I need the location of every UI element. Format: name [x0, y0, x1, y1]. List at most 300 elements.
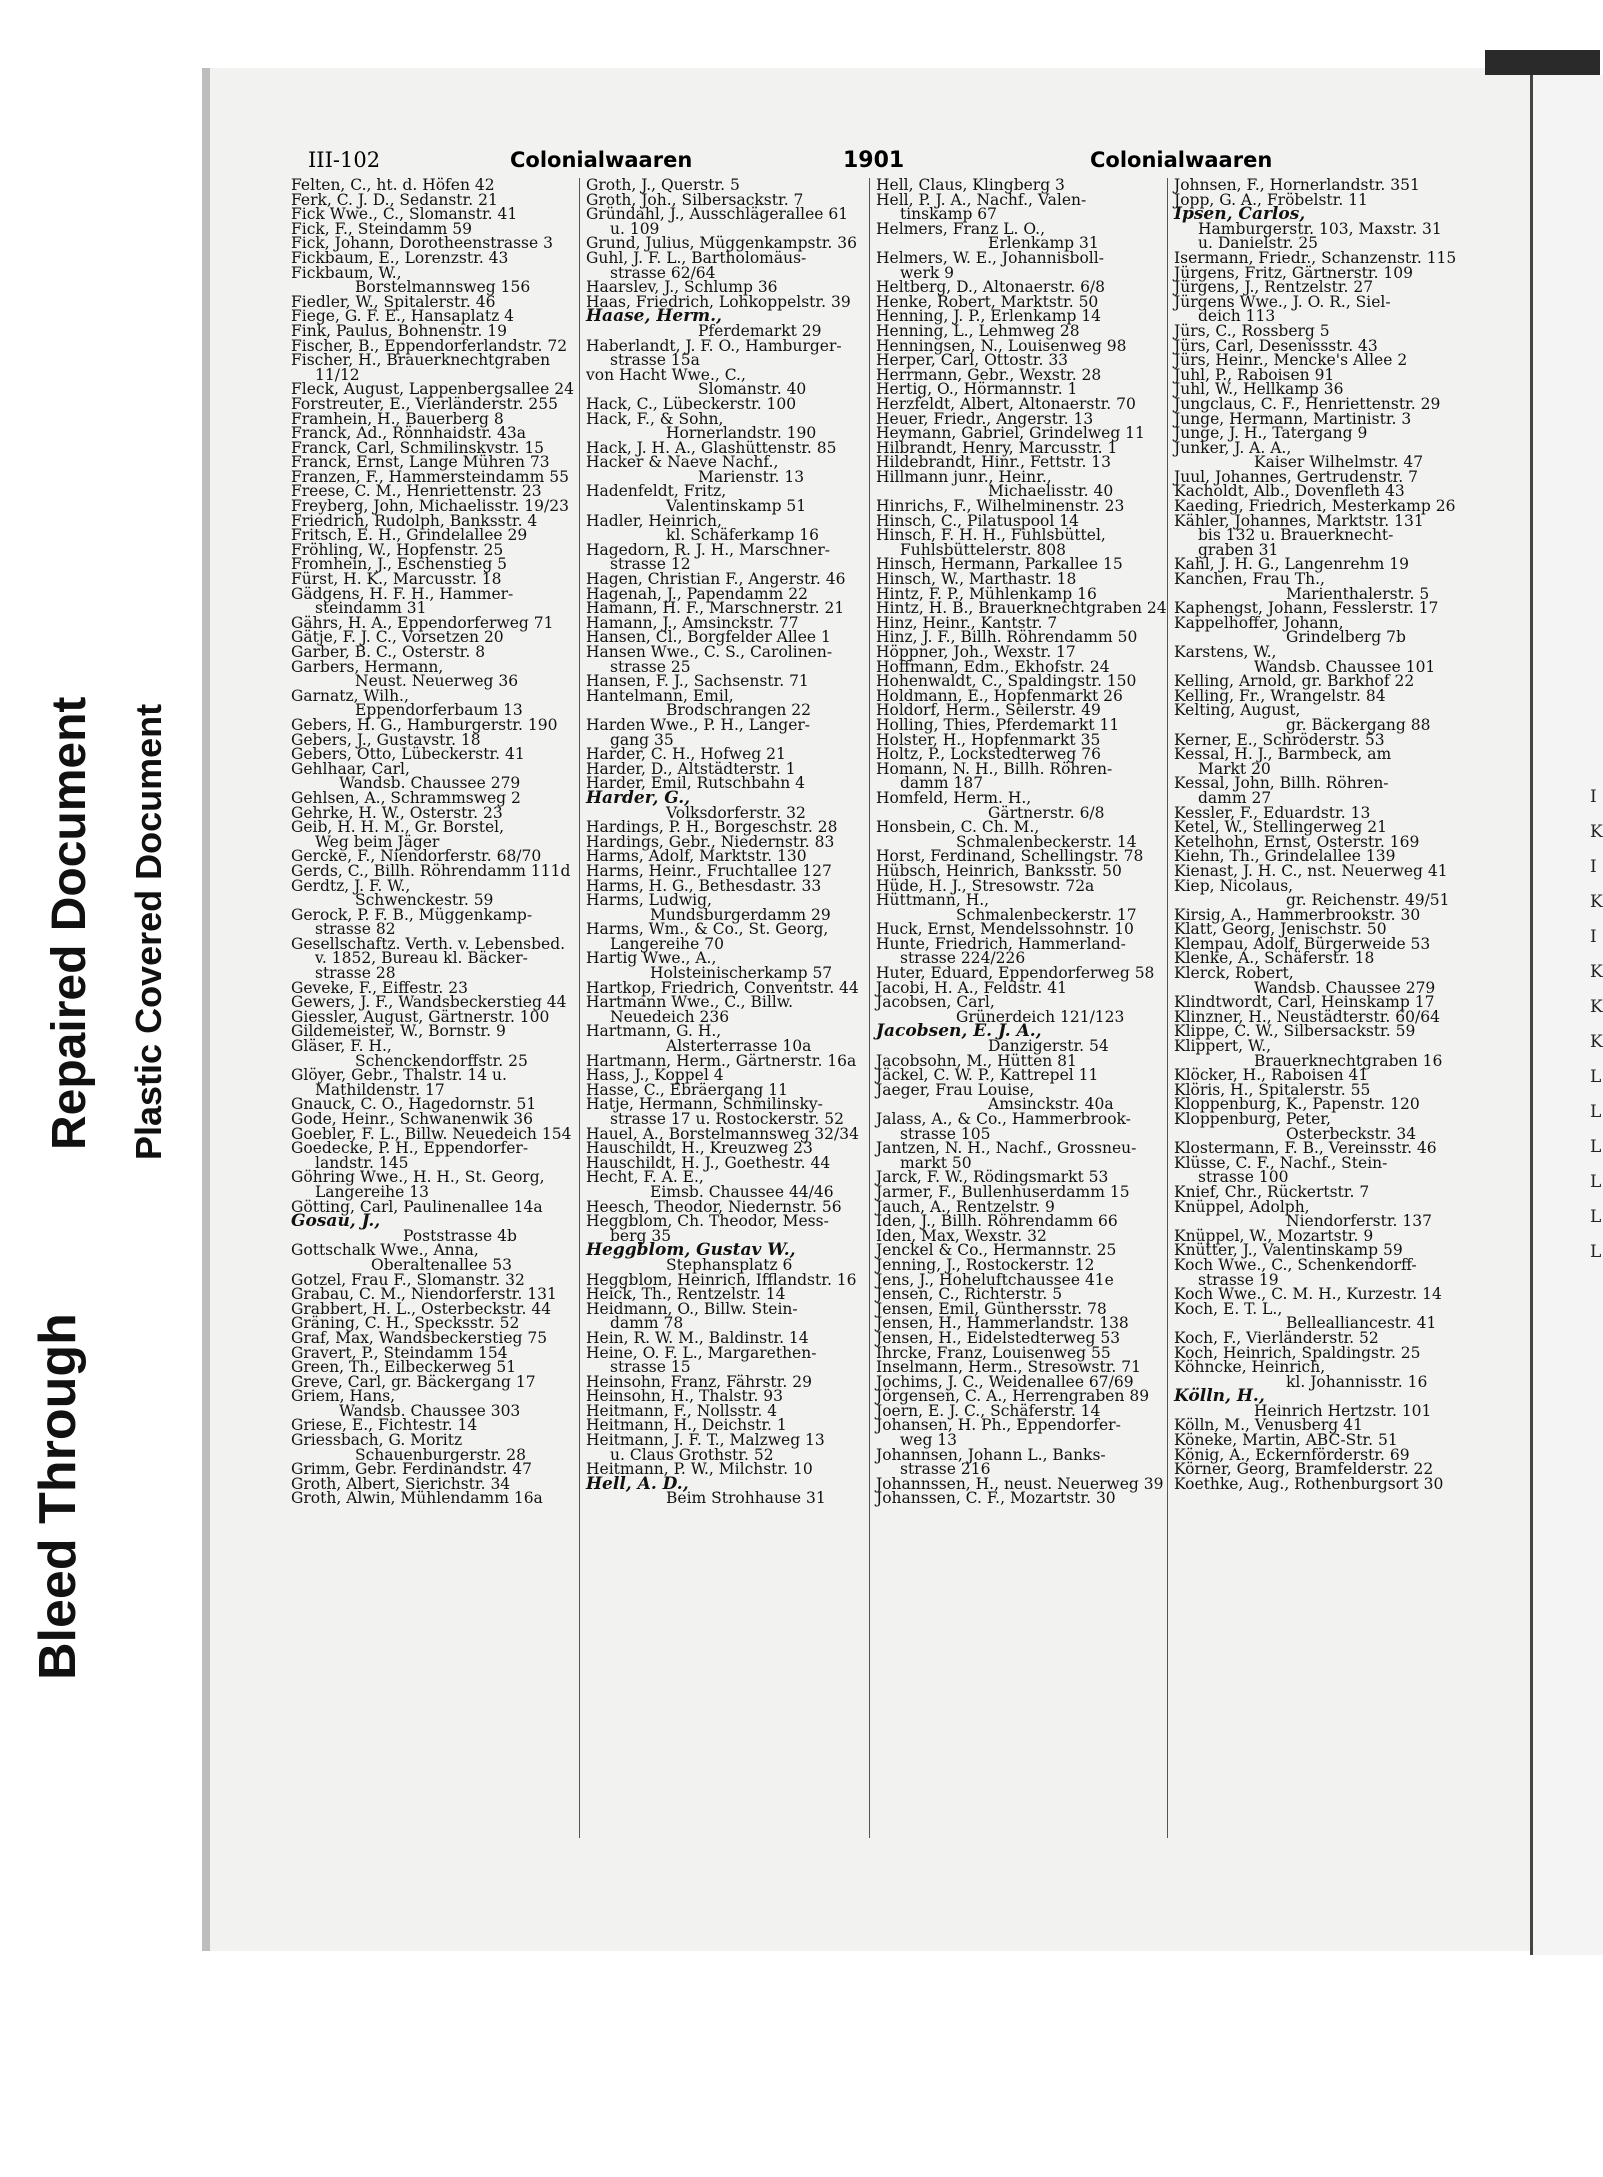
directory-entry-line: Volksdorferstr. 32	[666, 803, 806, 822]
directory-entry-line: Groth, J., Querstr. 5	[586, 176, 740, 194]
directory-entry-line: Klerck, Robert,	[1174, 964, 1294, 983]
directory-entry-line: Marienstr. 13	[698, 467, 805, 486]
directory-entry-line: Greve, Carl, gr. Bäckergang 17	[291, 1372, 536, 1391]
directory-entry-line: strasse 100	[1198, 1168, 1289, 1187]
directory-entry-line: Jacobi, H. A., Feldstr. 41	[876, 978, 1067, 997]
directory-entry-line: Gebers, J., Gustavstr. 18	[291, 730, 481, 749]
directory-entry-line: Kölln, M., Venusberg 41	[1174, 1416, 1363, 1435]
directory-entry-line: Hartig Wwe., A.,	[586, 949, 717, 968]
directory-entry-line: Gährs, H. A., Eppendorferweg 71	[291, 613, 554, 632]
directory-entry-line: Hardings, Gebr., Niedernstr. 83	[586, 832, 835, 851]
directory-entry-line: strasse 82	[315, 920, 396, 939]
directory-entry-line: Wandsb. Chaussee 279	[1254, 978, 1436, 997]
directory-entry-line: strasse 25	[610, 657, 691, 676]
directory-entry-line: Heggblom, Heinrich, Ifflandstr. 16	[586, 1270, 857, 1289]
section-title-right: Colonialwaaren	[1090, 148, 1273, 172]
directory-entry-line: Holdmann, E., Hopfenmarkt 26	[876, 686, 1123, 705]
directory-entry-line: Gätje, F. J. C., Vorsetzen 20	[291, 628, 504, 647]
directory-entry-line: u. Claus Grothstr. 52	[610, 1445, 774, 1464]
directory-entry-line: Schauenburgerstr. 28	[355, 1445, 526, 1464]
directory-entry-line: steindamm 31	[315, 599, 427, 618]
directory-entry-line: Kelling, Fr., Wrangelstr. 84	[1174, 686, 1386, 705]
plastic-covered-label: Plastic Covered Document	[128, 703, 169, 1160]
directory-column-1	[291, 176, 574, 1508]
directory-entry-line: Jacobsen, E. J. A.,	[876, 1021, 1042, 1042]
directory-entry-line: Hatje, Hermann, Schmilinsky-	[586, 1095, 823, 1114]
directory-entry-line: Gehlhaar, Carl,	[291, 759, 410, 778]
directory-entry-line: Jarmer, F., Bullenhuserdamm 15	[876, 1182, 1130, 1201]
directory-entry-line: Holdorf, Herm., Seilerstr. 49	[876, 701, 1101, 720]
directory-entry-line: Jürgens, Fritz, Gärtnerstr. 109	[1174, 263, 1414, 282]
directory-entry-line: Franck, Ernst, Lange Mühren 73	[291, 453, 550, 472]
directory-entry-line: Haberlandt, J. F. O., Hamburger-	[586, 336, 842, 355]
directory-entry-line: Gebers, Otto, Lübeckerstr. 41	[291, 745, 525, 764]
directory-entry-line: Gercke, F., Niendorferstr. 68/70	[291, 847, 542, 866]
directory-entry-line: Kessal, John, Billh. Röhren-	[1174, 774, 1389, 793]
directory-entry-line: Hunte, Friedrich, Hammerland-	[876, 934, 1126, 953]
directory-entry-line: Schwenckestr. 59	[355, 891, 494, 910]
directory-entry-line: Hinsch, F. H. H., Fuhlsbüttel,	[876, 526, 1106, 545]
repaired-document-label: Repaired Document	[43, 696, 96, 1150]
directory-entry-line: Hack, F., & Sohn,	[586, 409, 724, 428]
directory-entry-line: Danzigerstr. 54	[988, 1037, 1109, 1056]
directory-entry-line: Hauschildt, H. J., Goethestr. 44	[586, 1153, 831, 1172]
directory-entry-line: Gründahl, J., Ausschlägerallee 61	[586, 205, 849, 224]
directory-entry-line: Henning, J. P., Erlenkamp 14	[876, 307, 1102, 326]
directory-entry-line: Brauerknechtgraben 16	[1254, 1051, 1443, 1070]
directory-entry-line: Kölln, H.,	[1174, 1386, 1265, 1407]
directory-entry-line: Griem, Hans,	[291, 1387, 396, 1406]
directory-entry-line: Junge, J. H., Tatergang 9	[1174, 424, 1368, 443]
directory-entry-line: Koch, Heinrich, Spaldingstr. 25	[1174, 1343, 1421, 1362]
directory-entry-line: Klostermann, F. B., Vereinsstr. 46	[1174, 1139, 1437, 1158]
directory-column-4	[1174, 176, 1457, 1493]
scan-margin	[0, 0, 200, 2177]
directory-entry-line: Juhl, P., Raboisen 91	[1174, 365, 1335, 384]
directory-entry-line: Friedrich, Rudolph, Banksstr. 4	[291, 511, 538, 530]
directory-entry-line: Harden Wwe., P. H., Langer-	[586, 715, 811, 734]
directory-entry-line: Iden, J., Billh. Röhrendamm 66	[876, 1212, 1118, 1231]
directory-entry-line: Kaiser Wilhelmstr. 47	[1254, 453, 1424, 472]
directory-entry-line: Neust. Neuerweg 36	[355, 672, 519, 691]
directory-entry-line: Hinrichs, F., Wilhelminenstr. 23	[876, 497, 1125, 516]
directory-entry-line: u. 109	[610, 219, 660, 238]
directory-entry-line: Jauch, A., Rentzelstr. 9	[876, 1197, 1055, 1216]
directory-entry-line: Framhein, H., Bauerberg 8	[291, 409, 504, 428]
directory-entry-line: Jantzen, N. H., Nachf., Grossneu-	[876, 1139, 1137, 1158]
directory-entry-line: Kloppenburg, Peter,	[1174, 1110, 1331, 1128]
directory-entry-line: deich 113	[1198, 307, 1276, 326]
directory-entry-line: Huter, Eduard, Eppendorferweg 58	[876, 964, 1155, 983]
directory-entry-line: Grünerdeich 121/123	[956, 1007, 1125, 1026]
directory-entry-line: Hauschildt, H., Kreuzweg 23	[586, 1139, 813, 1158]
page-number: III-102	[308, 148, 381, 172]
directory-entry-line: Götting, Carl, Paulinenallee 14a	[291, 1197, 543, 1216]
directory-entry-line: Hadenfeldt, Fritz,	[586, 482, 727, 501]
directory-entry-line: Helmers, W. E., Johannisboll-	[876, 248, 1104, 267]
directory-entry-line: Hartmann Wwe., C., Billw.	[586, 993, 794, 1012]
directory-entry-line: Jungclaus, C. F., Henriettenstr. 29	[1174, 394, 1441, 413]
directory-entry-line: Groth, Alwin, Mühlendamm 16a	[291, 1489, 543, 1508]
directory-entry-line: Hacker & Naeve Nachf.,	[586, 453, 779, 472]
directory-entry-line: Schmalenbeckerstr. 17	[956, 905, 1137, 924]
directory-entry-line: Henke, Robert, Marktstr. 50	[876, 292, 1099, 311]
directory-entry-line: Hagen, Christian F., Angerstr. 46	[586, 570, 846, 589]
adjacent-letter: L	[1590, 1207, 1602, 1227]
directory-entry-line: Alsterterrasse 10a	[666, 1037, 812, 1056]
directory-entry-line: Haase, Herm.,	[586, 306, 722, 327]
directory-entry-line: Höppner, Joh., Wexstr. 17	[876, 643, 1076, 661]
adjacent-letter: K	[1590, 822, 1603, 842]
directory-entry-line: Holtz, P., Lockstedterweg 76	[876, 745, 1101, 764]
directory-entry-line: Grindelberg 7b	[1286, 628, 1406, 647]
directory-entry-line: Jürgens Wwe., J. O. R., Siel-	[1174, 292, 1391, 311]
directory-entry-line: damm 78	[610, 1314, 684, 1333]
directory-entry-line: Garnatz, Wilh.,	[291, 686, 409, 705]
directory-entry-line: Johannssen, H., neust. Neuerweg 39	[876, 1474, 1164, 1493]
directory-entry-line: strasse 12	[610, 555, 691, 574]
directory-entry-line: landstr. 145	[315, 1153, 409, 1172]
directory-entry-line: Klippe, C. W., Silbersackstr. 59	[1174, 1022, 1416, 1041]
directory-entry-line: Hildebrandt, Hinr., Fettstr. 13	[876, 453, 1112, 472]
directory-entry-line: Harms, H. G., Bethesdastr. 33	[586, 876, 822, 895]
directory-entry-line: Jürs, Carl, Desenissstr. 43	[1174, 336, 1378, 355]
directory-entry-line: Hertig, O., Hörmannstr. 1	[876, 380, 1078, 399]
directory-entry-line: u. Danielstr. 25	[1198, 234, 1319, 253]
directory-entry-line: Grund, Julius, Müggenkampstr. 36	[586, 234, 858, 253]
directory-entry-line: Haarslev, J., Schlump 36	[586, 278, 778, 297]
directory-entry-line: Kaeding, Friedrich, Mesterkamp 26	[1174, 497, 1456, 516]
directory-entry-line: Freyberg, John, Michaelisstr. 19/23	[291, 497, 569, 516]
directory-entry-line: Hüttmann, H.,	[876, 891, 990, 910]
directory-entry-line: Gädgens, H. F. H., Hammer-	[291, 584, 514, 603]
directory-entry-line: Kähler, Johannes, Marktstr. 131	[1174, 511, 1424, 530]
directory-entry-line: Ferk, C. J. D., Sedanstr. 21	[291, 190, 498, 209]
directory-entry-line: Fröhling, W., Hopfenstr. 25	[291, 540, 504, 559]
directory-entry-line: Beim Strohhause 31	[666, 1489, 826, 1508]
directory-entry-line: Guhl, J. F. L., Bartholomäus-	[586, 248, 807, 267]
directory-entry-line: Fick, F., Steindamm 59	[291, 219, 472, 238]
directory-entry-line: Isermann, Friedr., Schanzenstr. 115	[1174, 248, 1457, 267]
directory-entry-line: Hansen Wwe., C. S., Carolinen-	[586, 643, 833, 661]
directory-entry-line: Köhncke, Heinrich,	[1174, 1358, 1326, 1377]
directory-entry-line: Holling, Thies, Pferdemarkt 11	[876, 715, 1120, 734]
directory-entry-line: Klinzner, H., Neustädterstr. 60/64	[1174, 1007, 1440, 1026]
section-title-left: Colonialwaaren	[510, 148, 693, 172]
directory-entry-line: Gläser, F. H.,	[291, 1037, 392, 1056]
directory-entry-line: Juhl, W., Hellkamp 36	[1174, 380, 1344, 399]
directory-entry-line: Herrmann, Gebr., Wexstr. 28	[876, 365, 1102, 384]
directory-entry-line: Klindtwordt, Carl, Heinskamp 17	[1174, 993, 1435, 1012]
bleed-through-label: Bleed Through	[29, 1313, 87, 1680]
directory-entry-line: Heggblom, Ch. Theodor, Mess-	[586, 1212, 829, 1231]
directory-entry-line: strasse 19	[1198, 1270, 1279, 1289]
directory-entry-line: Hinz, Heinr., Kantstr. 7	[876, 613, 1058, 632]
directory-entry-line: Gräning, C. H., Specksstr. 52	[291, 1314, 520, 1333]
directory-entry-line: Fick, Johann, Dorotheenstrasse 3	[291, 234, 553, 253]
directory-entry-line: Kiehn, Th., Grindelallee 139	[1174, 847, 1396, 866]
directory-entry-line: Jensen, Emil, Günthersstr. 78	[876, 1299, 1107, 1318]
directory-entry-line: Heitmann, F., Nollsstr. 4	[586, 1401, 778, 1420]
directory-entry-line: Göhring Wwe., H. H., St. Georg,	[291, 1168, 545, 1187]
directory-entry-line: Green, Th., Eilbeckerweg 51	[291, 1358, 517, 1377]
directory-entry-line: Fritsch, E. H., Grindelallee 29	[291, 526, 528, 545]
directory-entry-line: Klatt, Georg, Jenischstr. 50	[1174, 920, 1387, 939]
directory-entry-line: Kirsig, A., Hammerbrookstr. 30	[1174, 905, 1421, 924]
directory-entry-line: Hagenah, J., Papendamm 22	[586, 584, 808, 603]
directory-entry-line: Hamann, J., Amsinckstr. 77	[586, 613, 799, 632]
directory-entry-line: Garber, B. C., Osterstr. 8	[291, 643, 486, 661]
directory-entry-line: Gebers, H. G., Hamburgerstr. 190	[291, 715, 558, 734]
directory-entry-line: Kaphengst, Johann, Fesslerstr. 17	[1174, 599, 1439, 618]
directory-entry-line: Klempau, Adolf, Bürgerweide 53	[1174, 934, 1431, 953]
directory-entry-line: Harder, G.,	[586, 787, 691, 808]
directory-entry-line: Homann, N. H., Billh. Röhren-	[876, 759, 1113, 778]
directory-entry-line: Heitmann, P. W., Milchstr. 10	[586, 1460, 813, 1479]
directory-entry-line: Hamburgerstr. 103, Maxstr. 31	[1198, 219, 1442, 238]
directory-entry-line: Ketelhohn, Ernst, Osterstr. 169	[1174, 832, 1420, 851]
directory-entry-line: Fink, Paulus, Bohnenstr. 19	[291, 321, 507, 340]
directory-entry-line: Klöcker, H., Raboisen 41	[1174, 1066, 1369, 1085]
directory-entry-line: Fromhein, J., Eschenstieg 5	[291, 555, 508, 574]
directory-entry-line: Fickbaum, W.,	[291, 263, 402, 282]
directory-entry-line: gr. Reichenstr. 49/51	[1286, 891, 1450, 910]
directory-entry-line: Hartmann, G. H.,	[586, 1022, 722, 1041]
directory-entry-line: Wandsb. Chaussee 101	[1254, 657, 1436, 676]
directory-entry-line: Hantelmann, Emil,	[586, 686, 734, 705]
column-rule	[1167, 178, 1168, 1838]
directory-entry-line: Pferdemarkt 29	[698, 321, 822, 340]
directory-entry-line: Klippert, W.,	[1174, 1037, 1272, 1056]
directory-entry-line: Heidmann, O., Billw. Stein-	[586, 1299, 798, 1318]
directory-entry-line: Heinrich Hertzstr. 101	[1254, 1401, 1432, 1420]
directory-entry-line: Heggblom, Gustav W.,	[586, 1240, 796, 1261]
directory-entry-line: Franck, Ad., Rönnhaidstr. 43a	[291, 424, 526, 443]
directory-entry-line: Jürs, Heinr., Mencke's Allee 2	[1174, 351, 1408, 370]
directory-entry-line: Weg beim Jäger	[315, 832, 440, 851]
directory-entry-line: Koch Wwe., C., Schenkendorff-	[1174, 1255, 1417, 1274]
directory-entry-line: Borstelmannsweg 156	[355, 278, 531, 297]
directory-entry-line: Holsteinischerkamp 57	[650, 964, 833, 983]
directory-entry-line: Hilbrandt, Henry, Marcusstr. 1	[876, 438, 1118, 457]
directory-entry-line: bis 132 u. Brauerknecht-	[1198, 526, 1394, 545]
directory-entry-line: weg 13	[900, 1431, 958, 1450]
directory-entry-line: Knüppel, Adolph,	[1174, 1197, 1310, 1216]
directory-entry-line: Hillmann junr., Heinr.,	[876, 467, 1052, 486]
directory-entry-line: Helmers, Franz L. O.,	[876, 219, 1046, 238]
directory-entry-line: Markt 20	[1198, 759, 1271, 778]
directory-entry-line: Hansen, F. J., Sachsenstr. 71	[586, 672, 809, 691]
directory-entry-line: Oberaltenallee 53	[371, 1255, 512, 1274]
directory-entry-line: Harder, Emil, Rutschbahn 4	[586, 774, 806, 793]
directory-entry-line: Griessbach, G. Moritz	[291, 1431, 463, 1450]
directory-entry-line: Graf, Max, Wandsbeckerstieg 75	[291, 1328, 548, 1347]
adjacent-letter: I	[1590, 857, 1597, 877]
directory-entry-line: Gottschalk Wwe., Anna,	[291, 1241, 479, 1260]
page-edge	[202, 68, 210, 1951]
directory-entry-line: Fiege, G. F. E., Hansaplatz 4	[291, 307, 515, 326]
directory-entry-line: Gerdtz, J. F. W.,	[291, 876, 411, 895]
directory-entry-line: Hell, P. J. A., Nachf., Valen-	[876, 190, 1087, 209]
directory-entry-line: Gehlsen, A., Schrammsweg 2	[291, 788, 521, 807]
directory-entry-line: gr. Bäckergang 88	[1286, 715, 1431, 734]
directory-entry-line: werk 9	[900, 263, 955, 282]
year-label: 1901	[843, 148, 905, 173]
directory-entry-line: von Hacht Wwe., C.,	[586, 365, 746, 384]
directory-entry-line: Jörgensen, C. A., Herrengraben 89	[876, 1387, 1150, 1406]
directory-entry-line: Hamann, H. F., Marschnerstr. 21	[586, 599, 845, 618]
directory-entry-line: Kacholdt, Alb., Dovenfleth 43	[1174, 482, 1405, 501]
directory-entry-line: Fick Wwe., C., Slomanstr. 41	[291, 205, 518, 224]
column-rule	[869, 178, 870, 1838]
directory-entry-line: Groth, Joh., Silbersackstr. 7	[586, 190, 804, 209]
directory-entry-line: Fürst, H. K., Marcusstr. 18	[291, 570, 502, 589]
directory-entry-line: Kahl, J. H. G., Langenrehm 19	[1174, 555, 1409, 574]
directory-column-3	[876, 176, 1167, 1508]
directory-entry-line: Hüde, H. J., Stresowstr. 72a	[876, 876, 1095, 895]
directory-entry-line: Brodschrangen 22	[666, 701, 812, 720]
directory-entry-line: Marienthalerstr. 5	[1286, 584, 1430, 603]
adjacent-letter: I	[1590, 787, 1597, 807]
directory-entry-line: Goebler, F. L., Billw. Neuedeich 154	[291, 1124, 572, 1143]
directory-entry-line: Fischer, B., Eppendorferlandstr. 72	[291, 336, 568, 355]
directory-entry-line: Heitmann, H., Deichstr. 1	[586, 1416, 787, 1435]
directory-entry-line: Iden, Max, Wexstr. 32	[876, 1226, 1047, 1245]
directory-entry-line: Heltberg, D., Altonaerstr. 6/8	[876, 278, 1106, 297]
directory-entry-line: Jürgens, J., Rentzelstr. 27	[1174, 278, 1374, 297]
directory-entry-line: Jenning, J., Rostockerstr. 12	[876, 1255, 1095, 1274]
directory-entry-line: Eppendorferbaum 13	[355, 701, 523, 720]
directory-entry-line: Jalass, A., & Co., Hammerbrook-	[876, 1110, 1131, 1128]
directory-entry-line: Hintz, H. B., Brauerknechtgraben 24	[876, 599, 1167, 618]
directory-entry-line: Stephansplatz 6	[666, 1255, 793, 1274]
directory-entry-line: Hecht, F. A. E.,	[586, 1168, 704, 1187]
directory-entry-line: strasse 28	[315, 964, 396, 983]
directory-entry-line: Langereihe 13	[315, 1182, 429, 1201]
directory-entry-line: damm 187	[900, 774, 984, 793]
page-header	[308, 148, 1448, 176]
directory-entry-line: tinskamp 67	[900, 205, 998, 224]
directory-entry-line: Bellealliancestr. 41	[1286, 1314, 1437, 1333]
directory-entry-line: Hoffmann, Edm., Ekhofstr. 24	[876, 657, 1110, 676]
directory-entry-line: Knief, Chr., Rückertstr. 7	[1174, 1182, 1370, 1201]
directory-entry-line: Harder, D., Altstädterstr. 1	[586, 759, 796, 778]
directory-entry-line: Jensen, C., Richterstr. 5	[876, 1285, 1063, 1304]
directory-entry-line: Klüsse, C. F., Nachf., Stein-	[1174, 1153, 1388, 1172]
directory-entry-line: kl. Johannisstr. 16	[1286, 1372, 1428, 1391]
directory-entry-line: Fleck, August, Lappenbergsallee 24	[291, 380, 574, 399]
directory-entry-line: Griese, E., Fichtestr. 14	[291, 1416, 478, 1435]
directory-entry-line: berg 35	[610, 1226, 672, 1245]
directory-entry-line: Hinz, J. F., Billh. Röhrendamm 50	[876, 628, 1138, 647]
directory-entry-line: Gildemeister, W., Bornstr. 9	[291, 1022, 506, 1041]
directory-entry-line: Grabau, C. M., Niendorferstr. 131	[291, 1285, 557, 1304]
directory-entry-line: Jarck, F. W., Rödingsmarkt 53	[876, 1168, 1109, 1187]
adjacent-letter: L	[1590, 1172, 1602, 1192]
directory-entry-line: Heuer, Friedr., Angerstr. 13	[876, 409, 1094, 428]
directory-entry-line: Johanssen, C. F., Mozartstr. 30	[876, 1489, 1116, 1508]
directory-entry-line: Mundsburgerdamm 29	[650, 905, 831, 924]
directory-entry-line: Erlenkamp 31	[988, 234, 1099, 253]
directory-entry-line: Geveke, F., Eiffestr. 23	[291, 978, 468, 997]
directory-entry-line: Gärtnerstr. 6/8	[988, 803, 1105, 822]
directory-entry-line: Heinsohn, Franz, Fährstr. 29	[586, 1372, 812, 1391]
directory-entry-line: Henningsen, N., Louisenweg 98	[876, 336, 1127, 355]
directory-entry-line: Jens, J., Hoheluftchaussee 41e	[876, 1270, 1114, 1289]
directory-entry-line: Kanchen, Frau Th.,	[1174, 570, 1325, 589]
directory-entry-line: Kienast, J. H. C., nst. Neuerweg 41	[1174, 861, 1448, 880]
column-rule	[579, 178, 580, 1838]
directory-entry-line: Homfeld, Herm. H.,	[876, 788, 1032, 807]
directory-entry-line: Gravert, P., Steindamm 154	[291, 1343, 508, 1362]
directory-entry-line: Hell, A. D.,	[586, 1473, 689, 1494]
directory-entry-line: Huck, Ernst, Mendelssohnstr. 10	[876, 920, 1134, 939]
directory-entry-line: Kiep, Nicolaus,	[1174, 876, 1294, 895]
directory-entry-line: Schenckendorffstr. 25	[355, 1051, 528, 1070]
directory-entry-line: Gerds, C., Billh. Röhrendamm 111d	[291, 861, 571, 880]
directory-entry-line: Honsbein, C. Ch. M.,	[876, 818, 1040, 837]
directory-entry-line: Hintz, F. P., Mühlenkamp 16	[876, 584, 1097, 603]
directory-entry-line: Michaelisstr. 40	[988, 482, 1114, 501]
adjacent-letter: K	[1590, 997, 1603, 1017]
directory-entry-line: Schmalenbeckerstr. 14	[956, 832, 1137, 851]
directory-entry-line: Osterbeckstr. 34	[1286, 1124, 1417, 1143]
directory-entry-line: Fickbaum, E., Lorenzstr. 43	[291, 248, 509, 267]
directory-entry-line: Jochims, J. C., Weidenallee 67/69	[876, 1372, 1134, 1391]
directory-entry-line: Hinsch, W., Marthastr. 18	[876, 570, 1077, 589]
directory-entry-line: Felten, C., ht. d. Höfen 42	[291, 176, 495, 194]
directory-entry-line: Johnsen, F., Hornerlandstr. 351	[1174, 176, 1420, 194]
directory-entry-line: Hell, Claus, Klingberg 3	[876, 176, 1065, 194]
adjacent-letter: K	[1590, 962, 1603, 982]
adjacent-letter: L	[1590, 1067, 1602, 1087]
directory-entry-line: Hauel, A., Borstelmannsweg 32/34	[586, 1124, 859, 1143]
directory-entry-line: Inselmann, Herm., Stresowstr. 71	[876, 1358, 1141, 1377]
directory-entry-line: Wandsb. Chaussee 279	[339, 774, 521, 793]
directory-entry-line: Freese, C. M., Henriettenstr. 23	[291, 482, 542, 501]
directory-entry-line: Herzfeldt, Albert, Altonaerstr. 70	[876, 394, 1136, 413]
directory-entry-line: Haas, Friedrich, Lohkoppelstr. 39	[586, 292, 851, 311]
directory-entry-line: Knütter, J., Valentinskamp 59	[1174, 1241, 1403, 1260]
directory-entry-line: Forstreuter, E., Vierländerstr. 255	[291, 394, 558, 413]
directory-entry-line: Gotzel, Frau F., Slomanstr. 32	[291, 1270, 525, 1289]
directory-entry-line: Gnauck, C. O., Hagedornstr. 51	[291, 1095, 537, 1114]
directory-entry-line: Klenke, A., Schäferstr. 18	[1174, 949, 1375, 968]
directory-entry-line: Hack, C., Lübeckerstr. 100	[586, 394, 797, 413]
directory-entry-line: Jacobsen, Carl,	[876, 993, 995, 1012]
directory-entry-line: Franzen, F., Hammersteindamm 55	[291, 467, 569, 486]
directory-entry-line: Joern, E. J. C., Schäferstr. 14	[876, 1401, 1101, 1420]
adjacent-letter: K	[1590, 892, 1603, 912]
directory-entry-line: Hack, J. H. A., Glashüttenstr. 85	[586, 438, 837, 457]
directory-entry-line: strasse 15	[610, 1358, 691, 1377]
directory-entry-line: kl. Schäferkamp 16	[666, 526, 819, 545]
directory-entry-line: Hinsch, Hermann, Parkallee 15	[876, 555, 1123, 574]
directory-entry-line: strasse 224/226	[900, 949, 1026, 968]
directory-entry-line: Köneke, Martin, ABC-Str. 51	[1174, 1431, 1398, 1450]
directory-entry-line: Heine, O. F. L., Margarethen-	[586, 1343, 817, 1362]
scan-border	[1485, 50, 1600, 75]
directory-entry-line: Koch Wwe., C. M. H., Kurzestr. 14	[1174, 1285, 1442, 1304]
directory-entry-line: Gesellschaftz. Verth. v. Lebensbed.	[291, 934, 566, 953]
directory-entry-line: Gewers, J. F., Wandsbeckerstieg 44	[291, 993, 567, 1012]
directory-entry-line: Johansen, H. Ph., Eppendorfer-	[876, 1416, 1121, 1435]
directory-entry-line: Wandsb. Chaussee 303	[339, 1401, 521, 1420]
directory-entry-line: Glöyer, Gebr., Thalstr. 14 u.	[291, 1066, 507, 1085]
directory-entry-line: Kappelhoffer, Johann,	[1174, 613, 1344, 632]
directory-entry-line: Gode, Heinr., Schwanenwik 36	[291, 1110, 533, 1128]
directory-entry-line: Körner, Georg, Bramfelderstr. 22	[1174, 1460, 1434, 1479]
